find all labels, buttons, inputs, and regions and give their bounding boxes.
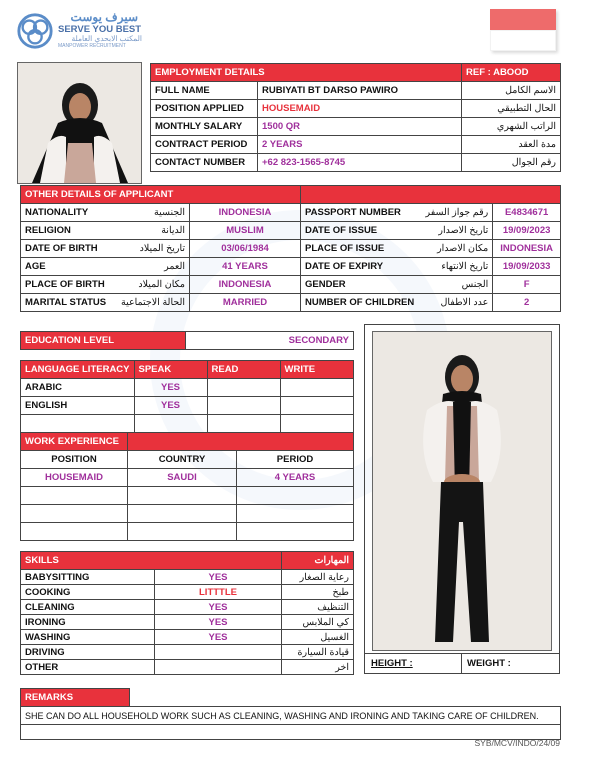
position-applied-arabic: الحال التطبيقي [462, 100, 561, 118]
gender-value: F [493, 276, 561, 294]
position-applied-value: HOUSEMAID [258, 100, 462, 118]
country-column-header: COUNTRY [128, 451, 237, 469]
employment-header: EMPLOYMENT DETAILS [151, 64, 462, 82]
date-of-issue-label: DATE OF ISSUE [301, 222, 419, 240]
contract-period-label: CONTRACT PERIOD [151, 136, 258, 154]
language-row [21, 415, 354, 433]
passport-number-arabic: رقم جواز السفر [418, 204, 493, 222]
skill-value [155, 645, 282, 660]
period-column-header: PERIOD [237, 451, 354, 469]
logo-name: SERVE YOU BEST [58, 24, 142, 35]
work-period [237, 487, 354, 505]
logo-sub: MANPOWER RECRUITMENT [58, 43, 126, 49]
language-speak [134, 415, 207, 433]
work-position [21, 505, 128, 523]
language-write [280, 415, 354, 433]
work-position: HOUSEMAID [21, 469, 128, 487]
age-value: 41 YEARS [190, 258, 301, 276]
position-column-header: POSITION [21, 451, 128, 469]
language-row [21, 397, 354, 415]
work-row [21, 469, 354, 487]
language-table [20, 360, 354, 433]
skill-arabic: اخر [282, 660, 354, 675]
work-row [21, 487, 354, 505]
date-of-issue-arabic: تاريخ الاصدار [418, 222, 493, 240]
language-name: ENGLISH [21, 397, 135, 415]
skill-value: YES [155, 630, 282, 645]
logo-arabic: سيرف يوست [70, 10, 138, 24]
passport-number-label: PASSPORT NUMBER [301, 204, 419, 222]
skill-name: BABYSITTING [21, 570, 155, 585]
employment-details-table [150, 63, 561, 172]
place-of-birth-label: PLACE OF BIRTH [21, 276, 112, 294]
skill-arabic: طبخ [282, 585, 354, 600]
contract-period-value: 2 YEARS [258, 136, 462, 154]
skill-name: DRIVING [21, 645, 155, 660]
marital-status-value: MARRIED [190, 294, 301, 312]
work-row [21, 505, 354, 523]
contact-number-label: CONTACT NUMBER [151, 154, 258, 172]
language-speak: YES [134, 397, 207, 415]
place-of-birth-value: INDONESIA [190, 276, 301, 294]
full-name-label: FULL NAME [151, 82, 258, 100]
work-position [21, 487, 128, 505]
place-of-issue-label: PLACE OF ISSUE [301, 240, 419, 258]
skill-name: IRONING [21, 615, 155, 630]
gender-arabic: الجنس [418, 276, 493, 294]
skill-row [21, 660, 354, 675]
skill-value [155, 660, 282, 675]
monthly-salary-label: MONTHLY SALARY [151, 118, 258, 136]
number-of-children-value: 2 [493, 294, 561, 312]
skill-row [21, 615, 354, 630]
skill-name: COOKING [21, 585, 155, 600]
applicant-photo-frame [364, 324, 560, 674]
work-experience-table [20, 432, 354, 541]
work-period [237, 523, 354, 541]
education-label: EDUCATION LEVEL [21, 332, 186, 350]
marital-status-arabic: الحالة الاجتماعية [111, 294, 190, 312]
skill-value: YES [155, 600, 282, 615]
number-of-children-label: NUMBER OF CHILDREN [301, 294, 419, 312]
language-name: ARABIC [21, 379, 135, 397]
weight-label: WEIGHT : [467, 658, 511, 669]
applicant-photo-large [372, 331, 552, 651]
date-of-expiry-value: 19/09/2033 [493, 258, 561, 276]
applicant-photo-small [17, 62, 142, 184]
remarks-table [20, 688, 561, 740]
skill-row [21, 585, 354, 600]
skill-row [21, 570, 354, 585]
date-of-birth-label: DATE OF BIRTH [21, 240, 112, 258]
age-label: AGE [21, 258, 112, 276]
education-table [20, 331, 354, 350]
work-experience-header: WORK EXPERIENCE [21, 433, 128, 451]
language-speak: YES [134, 379, 207, 397]
language-read [207, 415, 280, 433]
nationality-value: INDONESIA [190, 204, 301, 222]
full-name-value: RUBIYATI BT DARSO PAWIRO [258, 82, 462, 100]
work-period [237, 505, 354, 523]
language-read [207, 397, 280, 415]
skills-header-arabic: المهارات [282, 552, 354, 570]
language-row [21, 379, 354, 397]
contact-number-arabic: رقم الجوال [462, 154, 561, 172]
remarks-header: REMARKS [21, 689, 130, 707]
skill-arabic: الغسيل [282, 630, 354, 645]
work-position [21, 523, 128, 541]
passport-number-value: E4834671 [493, 204, 561, 222]
skill-value: LITTTLE [155, 585, 282, 600]
contact-number-value: +62 823-1565-8745 [258, 154, 462, 172]
skill-arabic: كي الملابس [282, 615, 354, 630]
nationality-arabic: الجنسية [111, 204, 190, 222]
reference: REF : ABOOD [462, 64, 561, 82]
age-arabic: العمر [111, 258, 190, 276]
skills-table [20, 551, 354, 675]
skill-name: OTHER [21, 660, 155, 675]
full-name-arabic: الاسم الكامل [462, 82, 561, 100]
skill-row [21, 600, 354, 615]
place-of-birth-arabic: مكان الميلاد [111, 276, 190, 294]
monthly-salary-arabic: الراتب الشهري [462, 118, 561, 136]
language-read [207, 379, 280, 397]
remarks-text: SHE CAN DO ALL HOUSEHOLD WORK SUCH AS CLEANING, WASHING AND IRONING AND TAKING CARE OF CHILDREN. [21, 707, 561, 725]
other-details-table [20, 185, 561, 312]
language-header: LANGUAGE LITERACY [21, 361, 135, 379]
other-details-header: OTHER DETAILS OF APPLICANT [21, 186, 301, 204]
skill-name: WASHING [21, 630, 155, 645]
work-row [21, 523, 354, 541]
religion-value: MUSLIM [190, 222, 301, 240]
religion-label: RELIGION [21, 222, 112, 240]
place-of-issue-arabic: مكان الاصدار [418, 240, 493, 258]
work-country [128, 487, 237, 505]
position-applied-label: POSITION APPLIED [151, 100, 258, 118]
skill-arabic: قيادة السيارة [282, 645, 354, 660]
skill-row [21, 645, 354, 660]
nationality-label: NATIONALITY [21, 204, 112, 222]
footer-code: SYB/MCV/INDO/24/09 [474, 738, 560, 748]
skill-name: CLEANING [21, 600, 155, 615]
speak-header: SPEAK [134, 361, 207, 379]
monthly-salary-value: 1500 QR [258, 118, 462, 136]
company-logo [16, 10, 156, 52]
flag-icon [490, 9, 556, 51]
place-of-issue-value: INDONESIA [493, 240, 561, 258]
marital-status-label: MARITAL STATUS [21, 294, 112, 312]
skills-header: SKILLS [21, 552, 282, 570]
date-of-birth-value: 03/06/1984 [190, 240, 301, 258]
logo-arabic-sub: المكتب الابحدي العاملة [71, 34, 142, 43]
read-header: READ [207, 361, 280, 379]
skill-value: YES [155, 615, 282, 630]
number-of-children-arabic: عدد الاطفال [418, 294, 493, 312]
logo-knot-icon [16, 12, 54, 50]
date-of-expiry-arabic: تاريخ الانتهاء [418, 258, 493, 276]
date-of-expiry-label: DATE OF EXPIRY [301, 258, 419, 276]
work-country [128, 523, 237, 541]
gender-label: GENDER [301, 276, 419, 294]
language-write [280, 379, 354, 397]
language-name [21, 415, 135, 433]
write-header: WRITE [280, 361, 354, 379]
skill-arabic: رعاية الصغار [282, 570, 354, 585]
contract-period-arabic: مدة العقد [462, 136, 561, 154]
date-of-issue-value: 19/09/2023 [493, 222, 561, 240]
skill-row [21, 630, 354, 645]
education-value: SECONDARY [186, 332, 354, 350]
height-label: HEIGHT : [371, 658, 413, 669]
language-write [280, 397, 354, 415]
date-of-birth-arabic: تاريخ الميلاد [111, 240, 190, 258]
work-country: SAUDI [128, 469, 237, 487]
religion-arabic: الديانة [111, 222, 190, 240]
work-period: 4 YEARS [237, 469, 354, 487]
skill-arabic: التنظيف [282, 600, 354, 615]
skill-value: YES [155, 570, 282, 585]
work-country [128, 505, 237, 523]
